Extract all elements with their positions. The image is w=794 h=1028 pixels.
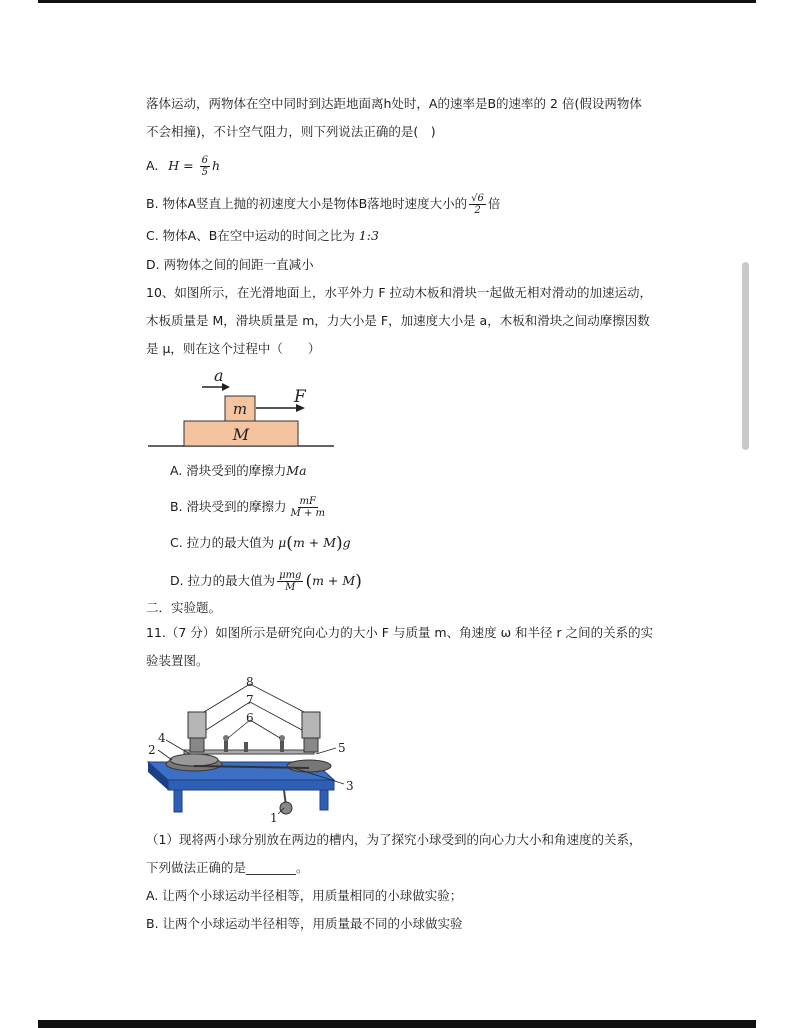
option-c-g: g (342, 535, 351, 550)
q9-stem-line1: 落体运动，两物体在空中同时到达距地面离h处时，A的速率是B的速率的 2 倍(假设两物体 (146, 96, 642, 111)
option-d-text: D. 拉力的最大值为 (170, 573, 276, 588)
frac-num: √6 (471, 193, 484, 204)
leader-8b (250, 684, 304, 712)
block-board-figure (146, 366, 336, 450)
q10-option-a (170, 462, 307, 480)
label-m: m (232, 400, 248, 418)
option-a-expr: Ma (286, 463, 307, 478)
q9-option-b (146, 193, 500, 216)
base-front (168, 780, 334, 790)
paren-open: ( (305, 571, 313, 592)
leader-8a (204, 684, 250, 712)
q10-option-c (170, 534, 351, 553)
frac-den: M (285, 582, 296, 593)
label-8: 8 (246, 675, 254, 689)
option-b-fraction (289, 496, 327, 519)
spring-right (304, 738, 318, 752)
q11-sub1-line1: （1）现将两小球分别放在两边的槽内，为了探究小球受到的向心力大小和角速度的关系， (146, 832, 642, 847)
frac-num: μmg (279, 570, 302, 581)
option-c-inner: m + M (292, 535, 337, 550)
option-b-text: B. 滑块受到的摩擦力 (170, 499, 287, 514)
option-a-var: H (168, 158, 180, 173)
q10-stem-line1: 10、如图所示，在光滑地面上，水平外力 F 拉动木板和滑块一起做无相对滑动的加速运动， (146, 285, 653, 300)
frac-num: 6 (201, 155, 209, 166)
spring-left (190, 738, 204, 752)
baffle-3 (280, 740, 284, 752)
section-heading: 二．实验题。 (146, 600, 222, 615)
crank-handle (280, 802, 292, 814)
leader-6b (250, 720, 280, 738)
leg-right (320, 790, 328, 810)
centripetal-apparatus-figure (144, 672, 364, 824)
q10-option-d (170, 570, 362, 593)
option-a-eq: = (179, 158, 194, 173)
label-4: 4 (158, 731, 166, 745)
option-d-fraction (277, 570, 303, 593)
q11-option-b: B. 让两个小球运动半径相等，用质量最不同的小球做实验 (146, 916, 463, 931)
top-border (38, 0, 756, 3)
option-c-mu: μ (278, 535, 287, 550)
pulley-left-top (170, 754, 218, 766)
label-F: F (294, 387, 306, 407)
option-b-suffix: 倍 (487, 196, 501, 211)
label-7: 7 (246, 693, 254, 707)
paren-close: ) (336, 533, 343, 554)
option-b-text: B. 物体A竖直上抛的初速度大小是物体B落地时速度大小的 (146, 196, 468, 211)
bottom-border (38, 1020, 756, 1028)
q9-option-d: D. 两物体之间的间距一直减小 (146, 257, 314, 272)
leader-4 (166, 740, 190, 754)
q11-stem-line1: 11.（7 分）如图所示是研究向心力的大小 F 与质量 m、角速度 ω 和半径 r 之间的关系的实 (146, 625, 654, 640)
option-c-text: C. 物体A、B在空中运动的时间之比为 (146, 228, 355, 243)
paren-close: ) (355, 571, 362, 592)
sleeve-left (188, 712, 206, 738)
sleeve-right (302, 712, 320, 738)
option-a-text: A. 滑块受到的摩擦力 (170, 463, 287, 478)
frac-den: M + m (290, 508, 325, 519)
option-a-var2: h (212, 158, 221, 173)
q11-sub1-line2: 下列做法正确的是________。 (146, 860, 309, 875)
baffle-1 (224, 740, 228, 752)
leader-7b (250, 702, 302, 730)
frac-den: 5 (201, 167, 209, 178)
option-b-fraction (469, 193, 486, 216)
baffle-2 (244, 742, 248, 752)
paren-open: ( (286, 533, 293, 554)
q9-option-c (146, 227, 379, 245)
option-a-fraction (200, 155, 210, 178)
label-2: 2 (148, 743, 156, 757)
label-3: 3 (346, 779, 354, 793)
leader-5 (316, 748, 336, 754)
q9-stem-line2: 不会相撞)，不计空气阻力，则下列说法正确的是( ) (146, 124, 436, 139)
label-6: 6 (246, 711, 254, 725)
option-d-inner: m + M (312, 573, 356, 588)
q10-stem-line2: 木板质量是 M，滑块质量是 m，力大小是 F，加速度大小是 a，木板和滑块之间动摩擦因数 (146, 313, 650, 328)
label-1: 1 (270, 811, 278, 824)
q11-option-a: A. 让两个小球运动半径相等，用质量相同的小球做实验； (146, 888, 463, 903)
option-c-text: C. 拉力的最大值为 (170, 535, 275, 550)
label-M: M (232, 425, 250, 444)
frac-num: mF (299, 496, 316, 507)
leg-left (174, 790, 182, 812)
scrollbar[interactable] (742, 262, 749, 450)
leader-2 (158, 750, 172, 760)
label-a: a (214, 366, 224, 385)
q10-option-b (170, 496, 329, 519)
option-a-prefix: A. (146, 158, 159, 173)
frac-den: 2 (474, 205, 481, 216)
label-5: 5 (338, 741, 346, 755)
pulley-right (287, 760, 331, 772)
q11-stem-line2: 验装置图。 (146, 653, 209, 668)
q10-stem-line3: 是 μ，则在这个过程中（ ） (146, 341, 321, 356)
option-c-ratio: 1:3 (358, 228, 379, 243)
q9-option-a (146, 155, 220, 178)
